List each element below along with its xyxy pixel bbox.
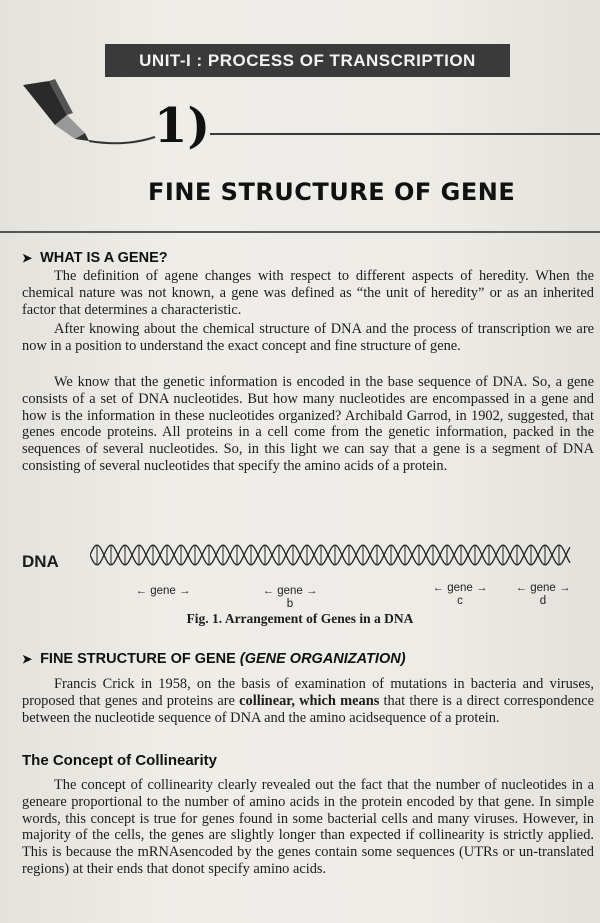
chapter-number: 1) xyxy=(154,98,211,154)
paragraph xyxy=(22,374,594,475)
unit-banner xyxy=(105,44,510,77)
section-heading-what-is-gene xyxy=(22,250,168,266)
paragraph xyxy=(22,321,594,355)
section-heading-fine-structure xyxy=(22,651,406,667)
gene-label-a: ← gene → xyxy=(135,585,191,597)
dna-label: DNA xyxy=(22,552,59,571)
unit-banner-text: UNIT-I : PROCESS OF TRANSCRIPTION xyxy=(139,50,476,70)
paragraph-text: The concept of collinearity clearly revealed out the fact that the number of nucleotides in a geneare proportional to the number of amino acids in the protein encoded by that gene. In simple words, this concept is true for genes found in some bacterial cells and many viruses. However, in majority of the cells, the genes are slightly longer than expected if collinearity is strictly applied. This is because the mRNAsencoded by the genes contain some sequences (UTRs or un-translated regions) at their ends that donot specify amino acids. xyxy=(22,777,594,877)
paragraph-text: After knowing about the chemical structure of DNA and the process of transcription we are now in a position to understand the exact concept and fine structure of gene. xyxy=(22,321,594,354)
paragraph-text: that there is a direct correspondence between the nucleotide sequence of DNA and the amino acidsequence of a protein. xyxy=(22,692,594,726)
fountain-pen-icon xyxy=(15,75,165,155)
gene-label-d: ← gene → d xyxy=(515,582,571,607)
figure-caption: Fig. 1. Arrangement of Genes in a DNA xyxy=(186,611,414,626)
section-heading-text: FINE STRUCTURE OF GENE xyxy=(40,651,236,667)
paragraph-text: The definition of agene changes with respect to different aspects of heredity. When the chemical nature was not known, a gene was defined as “the unit of heredity” or as an inherited factor that determines a characteristic. xyxy=(22,268,594,318)
subheading-collinearity: The Concept of Collinearity xyxy=(22,752,218,769)
paragraph xyxy=(22,268,594,318)
bold-term: collinear, which means xyxy=(239,692,380,709)
header-divider xyxy=(0,231,600,233)
paragraph-text: We know that the genetic information is encoded in the base sequence of DNA. So, a gene consists of a set of DNA nucleotides. But how many nucleotides are encompassed in a gene and how is the information in these nucleotides organized? Archibald Garrod, in 1902, suggested, that genes encode proteins. All proteins in a cell come from the genetic information, packed in the sequences of several nucleotides. So, in this light we can say that a gene is a segment of DNA consisting of several nucleotides that specify the amino acids of a protein. xyxy=(22,374,594,474)
gene-label-c: ← gene → c xyxy=(432,582,488,607)
section-heading-text: WHAT IS A GENE? xyxy=(40,250,168,266)
dna-strand xyxy=(90,545,570,564)
section-heading-italic: (GENE ORGANIZATION) xyxy=(239,651,406,667)
paragraph xyxy=(22,777,594,878)
dna-strand xyxy=(90,545,570,564)
dna-double-helix-diagram xyxy=(90,530,580,580)
arrow-bullet-icon: ➤ xyxy=(22,251,33,265)
arrow-bullet-icon: ➤ xyxy=(22,652,33,666)
paragraph-text: Francis Crick in 1958, on the basis of examination of mutations in bacteria and viruses, proposed that genes and proteins are xyxy=(22,676,594,709)
chapter-title: FINE STRUCTURE OF GENE xyxy=(148,178,516,206)
chapter-rule xyxy=(210,133,600,135)
paragraph xyxy=(22,676,594,726)
gene-label-b: ← gene → b xyxy=(262,585,318,610)
